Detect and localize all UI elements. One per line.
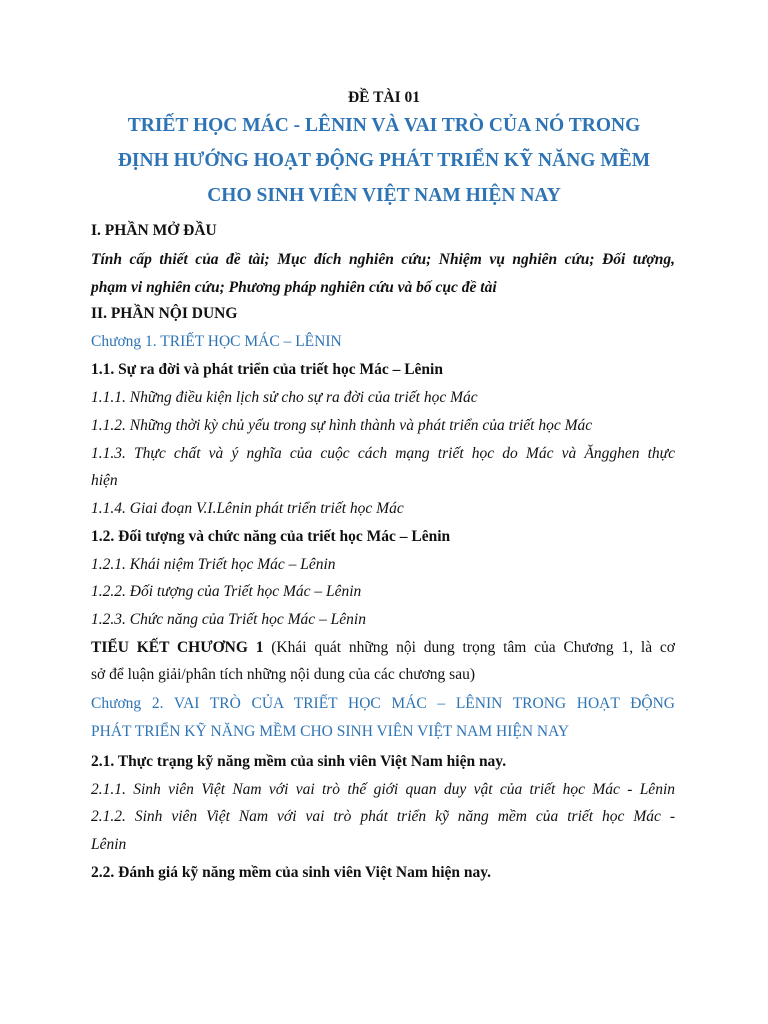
chapter1-summary-line-1 — [91, 638, 675, 658]
title-line-1: TRIẾT HỌC MÁC - LÊNIN VÀ VAI TRÒ CỦA NÓ TRONG — [127, 115, 641, 136]
part1-desc-line-1: Tính cấp thiết của đề tài; Mục đích nghiên cứu; Nhiệm vụ nghiên cứu; Đối tượng, — [91, 251, 675, 268]
summary-label: TIỂU KẾT CHƯƠNG 1 — [91, 639, 264, 656]
section-1-2: 1.2. Đối tượng và chức năng của triết học Mác – Lênin — [91, 528, 451, 545]
chapter2-heading-line-2: PHÁT TRIỂN KỸ NĂNG MỀM CHO SINH VIÊN VIỆT NAM HIỆN NAY — [91, 723, 570, 740]
part2-heading: II. PHẦN NỘI DUNG — [91, 305, 238, 322]
section-1-1: 1.1. Sự ra đời và phát triển của triết học Mác – Lênin — [91, 361, 443, 378]
section-1-1-3-line-1: 1.1.3. Thực chất và ý nghĩa của cuộc cách mạng triết học do Mác và Ăngghen thực — [91, 445, 675, 462]
section-2-1: 2.1. Thực trạng kỹ năng mềm của sinh viên Việt Nam hiện nay. — [91, 753, 507, 770]
topic-label: ĐỀ TÀI 01 — [347, 89, 421, 106]
part1-heading: I. PHẦN MỞ ĐẦU — [91, 222, 217, 239]
chapter1-summary-line-2: sở để luận giải/phân tích những nội dung của các chương sau) — [91, 666, 475, 683]
section-1-1-1: 1.1.1. Những điều kiện lịch sử cho sự ra đời của triết học Mác — [91, 389, 478, 406]
section-1-2-1: 1.2.1. Khái niệm Triết học Mác – Lênin — [91, 556, 336, 573]
section-2-1-1: 2.1.1. Sinh viên Việt Nam với vai trò thế giới quan duy vật của triết học Mác - Lênin — [91, 781, 675, 798]
summary-text: (Khái quát những nội dung trọng tâm của Chương 1, là cơ — [263, 639, 675, 656]
section-2-1-2-line-2: Lênin — [91, 836, 127, 853]
section-2-2: 2.2. Đánh giá kỹ năng mềm của sinh viên Việt Nam hiện nay. — [91, 864, 492, 881]
chapter2-heading-line-1: Chương 2. VAI TRÒ CỦA TRIẾT HỌC MÁC – LÊNIN TRONG HOẠT ĐỘNG — [91, 695, 675, 712]
section-1-1-4: 1.1.4. Giai đoạn V.I.Lênin phát triển triết học Mác — [91, 500, 404, 517]
section-1-1-2: 1.1.2. Những thời kỳ chủ yếu trong sự hình thành và phát triển của triết học Mác — [91, 417, 593, 434]
section-1-2-2: 1.2.2. Đối tượng của Triết học Mác – Lênin — [91, 583, 362, 600]
section-2-1-2-line-1: 2.1.2. Sinh viên Việt Nam với vai trò phát triển kỹ năng mềm của triết học Mác - — [91, 808, 675, 825]
section-1-2-3: 1.2.3. Chức năng của Triết học Mác – Lênin — [91, 611, 366, 628]
title-line-2: ĐỊNH HƯỚNG HOẠT ĐỘNG PHÁT TRIỂN KỸ NĂNG MỀM — [117, 150, 651, 171]
title-line-3: CHO SINH VIÊN VIỆT NAM HIỆN NAY — [207, 185, 561, 206]
section-1-1-3-line-2: hiện — [91, 472, 118, 489]
part1-desc-line-2: phạm vi nghiên cứu; Phương pháp nghiên cứu và bố cục đề tài — [91, 279, 497, 296]
chapter1-heading: Chương 1. TRIẾT HỌC MÁC – LÊNIN — [91, 333, 342, 350]
